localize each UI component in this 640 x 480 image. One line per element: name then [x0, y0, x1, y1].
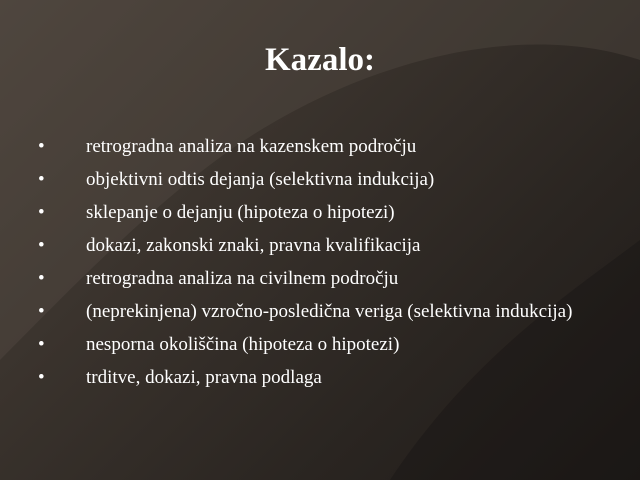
- list-item: [38, 301, 598, 323]
- list-item-text: objektivni odtis dejanja (selektivna indukcija): [86, 169, 435, 190]
- bullet-icon: •: [38, 169, 45, 190]
- list-item-text: (neprekinjena) vzročno-posledična veriga (selektivna indukcija): [86, 301, 573, 322]
- list-item: [38, 367, 598, 389]
- bullet-list: [38, 136, 598, 400]
- bullet-icon: •: [38, 136, 45, 157]
- list-item: [38, 268, 598, 290]
- list-item-text: retrogradna analiza na civilnem področju: [86, 268, 399, 289]
- list-item: [38, 169, 598, 191]
- slide-title: Kazalo:: [265, 42, 375, 78]
- list-item-text: retrogradna analiza na kazenskem področju: [86, 136, 417, 157]
- list-item-text: sklepanje o dejanju (hipoteza o hipotezi): [86, 202, 395, 223]
- list-item: [38, 334, 598, 356]
- bullet-icon: •: [38, 334, 45, 355]
- list-item-text: trditve, dokazi, pravna podlaga: [86, 367, 322, 388]
- list-item: [38, 235, 598, 257]
- bullet-icon: •: [38, 301, 45, 322]
- bullet-icon: •: [38, 235, 45, 256]
- list-item: [38, 136, 598, 158]
- bullet-icon: •: [38, 202, 45, 223]
- bullet-icon: •: [38, 367, 45, 388]
- list-item: [38, 202, 598, 224]
- list-item-text: nesporna okoliščina (hipoteza o hipotezi): [86, 334, 400, 355]
- list-item-text: dokazi, zakonski znaki, pravna kvalifikacija: [86, 235, 421, 256]
- bullet-icon: •: [38, 268, 45, 289]
